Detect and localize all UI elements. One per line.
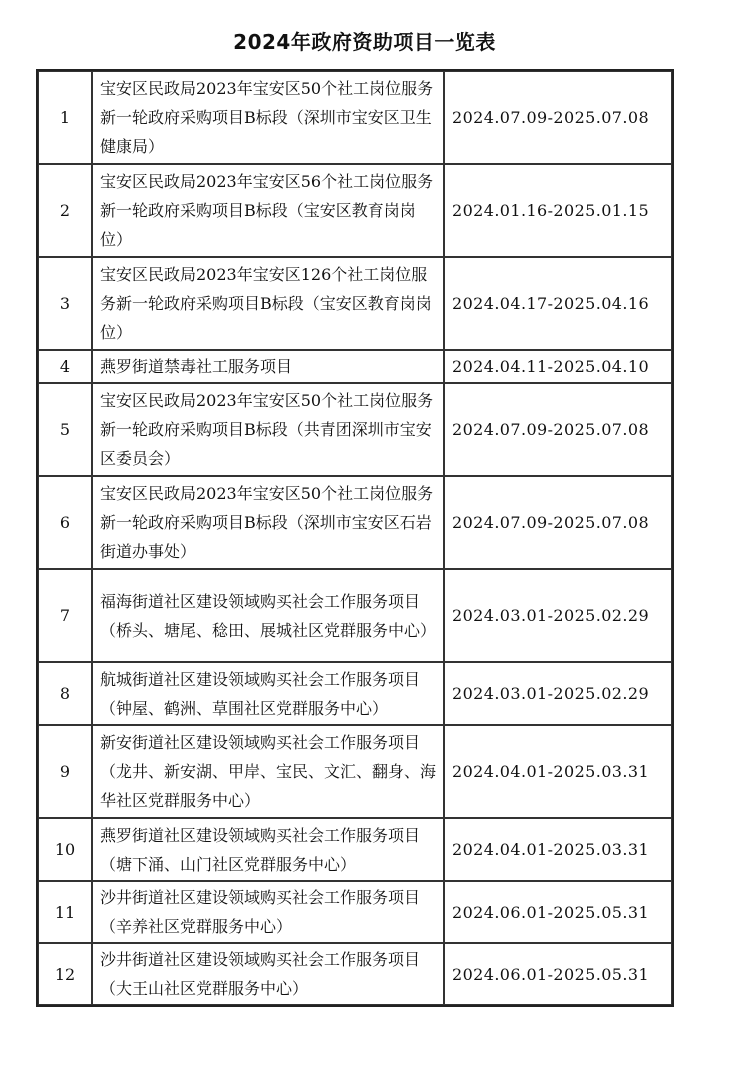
projects-table xyxy=(36,69,674,1007)
service-period: 2024.03.01-2025.02.29 xyxy=(444,662,672,725)
row-number: 12 xyxy=(38,943,92,1005)
service-period: 2024.06.01-2025.05.31 xyxy=(444,881,672,943)
row-number: 4 xyxy=(38,350,92,383)
service-period: 2024.07.09-2025.07.08 xyxy=(444,476,672,569)
document-title: 2024年政府资助项目一览表 xyxy=(233,30,496,54)
project-name: 沙井街道社区建设领域购买社会工作服务项目（辛养社区党群服务中心） xyxy=(92,881,444,943)
table-row xyxy=(38,383,672,476)
service-period: 2024.04.17-2025.04.16 xyxy=(444,257,672,350)
row-number: 2 xyxy=(38,164,92,257)
table-row xyxy=(38,943,672,1005)
row-number: 11 xyxy=(38,881,92,943)
row-number: 3 xyxy=(38,257,92,350)
table-row xyxy=(38,164,672,257)
service-period: 2024.04.01-2025.03.31 xyxy=(444,725,672,818)
project-name: 新安街道社区建设领域购买社会工作服务项目（龙井、新安湖、甲岸、宝民、文汇、翻身、海华社区党群服务中心） xyxy=(92,725,444,818)
row-number: 6 xyxy=(38,476,92,569)
table-row xyxy=(38,569,672,662)
project-name: 宝安区民政局2023年宝安区50个社工岗位服务新一轮政府采购项目B标段（深圳市宝安区卫生健康局） xyxy=(92,71,444,164)
table-row xyxy=(38,881,672,943)
table-row xyxy=(38,725,672,818)
service-period: 2024.07.09-2025.07.08 xyxy=(444,383,672,476)
project-name: 燕罗街道禁毒社工服务项目 xyxy=(92,350,444,383)
row-number: 8 xyxy=(38,662,92,725)
row-number: 7 xyxy=(38,569,92,662)
table-row xyxy=(38,818,672,881)
row-number: 1 xyxy=(38,71,92,164)
project-name: 福海街道社区建设领域购买社会工作服务项目（桥头、塘尾、稔田、展城社区党群服务中心） xyxy=(92,569,444,662)
table-row xyxy=(38,257,672,350)
project-name: 宝安区民政局2023年宝安区50个社工岗位服务新一轮政府采购项目B标段（深圳市宝安区石岩街道办事处） xyxy=(92,476,444,569)
service-period: 2024.07.09-2025.07.08 xyxy=(444,71,672,164)
project-name: 燕罗街道社区建设领域购买社会工作服务项目（塘下涌、山门社区党群服务中心） xyxy=(92,818,444,881)
project-name: 宝安区民政局2023年宝安区50个社工岗位服务新一轮政府采购项目B标段（共青团深圳市宝安区委员会） xyxy=(92,383,444,476)
project-name: 宝安区民政局2023年宝安区56个社工岗位服务新一轮政府采购项目B标段（宝安区教育岗岗位） xyxy=(92,164,444,257)
table-row xyxy=(38,71,672,164)
row-number: 5 xyxy=(38,383,92,476)
table-row xyxy=(38,476,672,569)
row-number: 10 xyxy=(38,818,92,881)
table-row xyxy=(38,662,672,725)
service-period: 2024.06.01-2025.05.31 xyxy=(444,943,672,1005)
service-period: 2024.04.11-2025.04.10 xyxy=(444,350,672,383)
project-name: 宝安区民政局2023年宝安区126个社工岗位服务新一轮政府采购项目B标段（宝安区教育岗岗位） xyxy=(92,257,444,350)
project-name: 航城街道社区建设领域购买社会工作服务项目（钟屋、鹤洲、草围社区党群服务中心） xyxy=(92,662,444,725)
service-period: 2024.04.01-2025.03.31 xyxy=(444,818,672,881)
row-number: 9 xyxy=(38,725,92,818)
table-row xyxy=(38,350,672,383)
project-name: 沙井街道社区建设领域购买社会工作服务项目（大王山社区党群服务中心） xyxy=(92,943,444,1005)
service-period: 2024.03.01-2025.02.29 xyxy=(444,569,672,662)
service-period: 2024.01.16-2025.01.15 xyxy=(444,164,672,257)
